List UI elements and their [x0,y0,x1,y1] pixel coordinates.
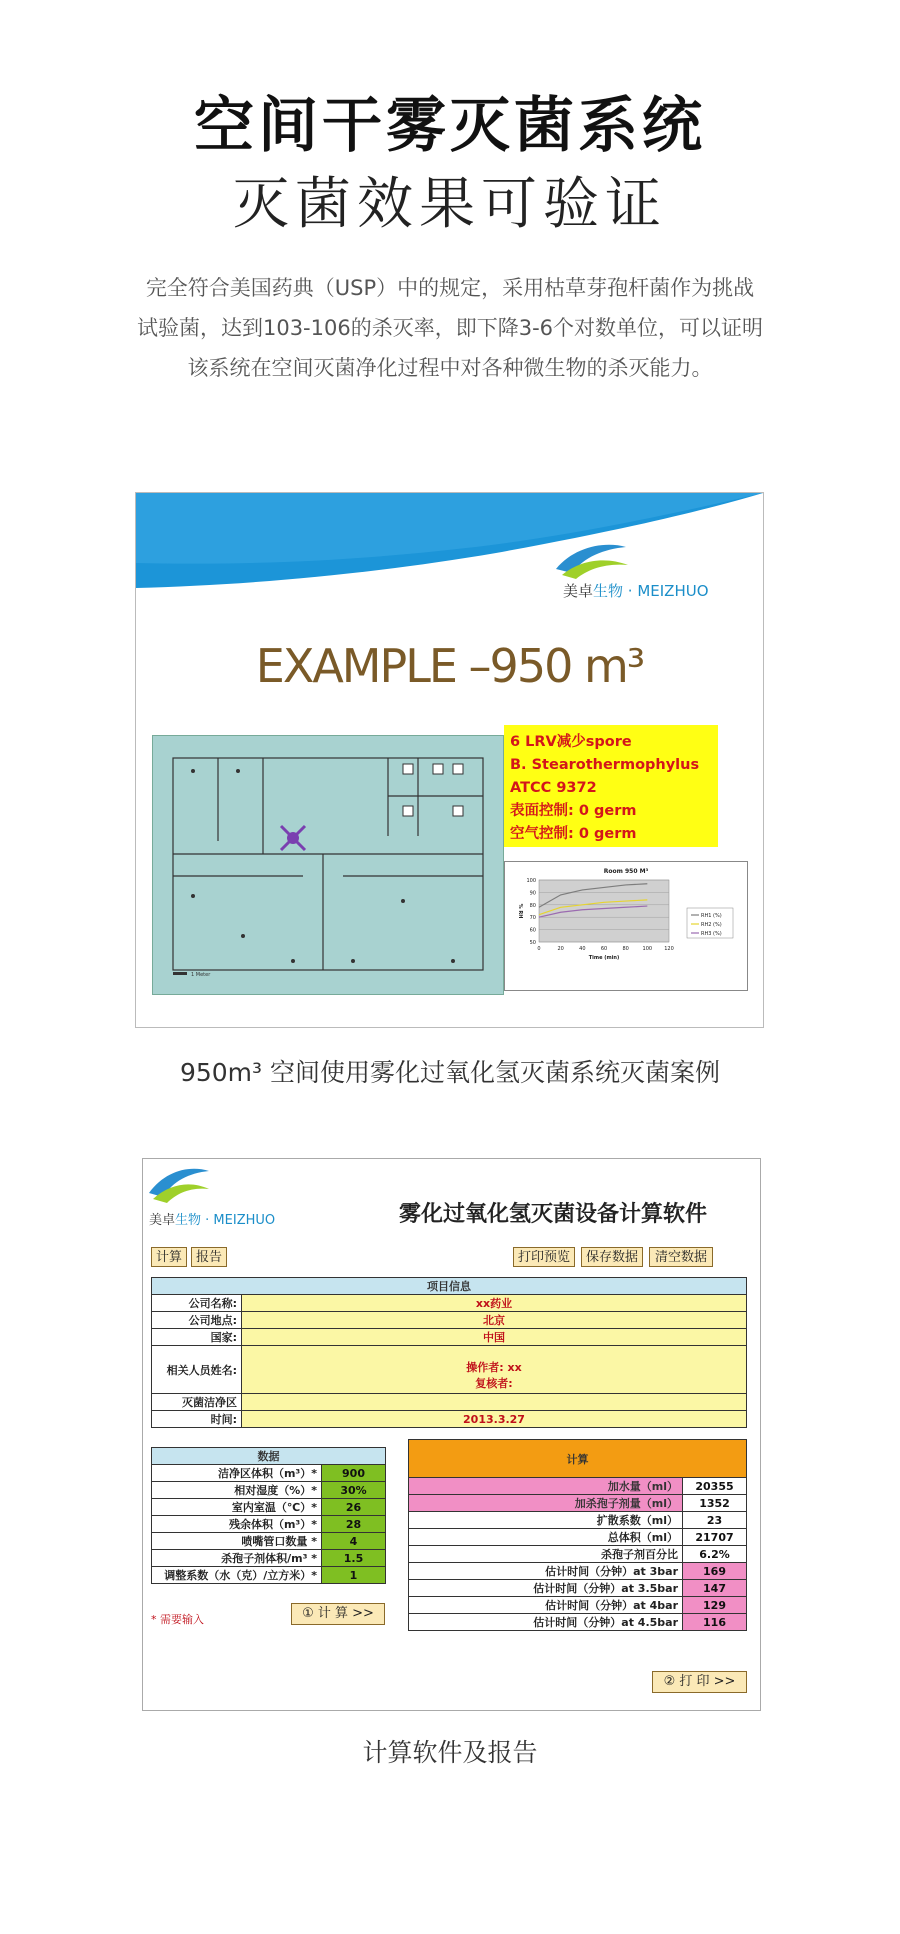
table-row: 杀孢子剂体积/m³ * 1.5 [152,1550,386,1567]
logo-text: 美卓生物 · MEIZHUO [149,1213,276,1228]
input-data-table [151,1447,386,1584]
required-note: * 需要输入 [151,1613,204,1626]
table-row: 灭菌洁净区 [152,1394,747,1411]
y-tick-label: 90 [529,890,536,897]
company-name-field[interactable]: xx药业 [242,1295,747,1312]
software-caption: 计算软件及报告 [362,1738,538,1767]
diffusion-value: 23 [683,1512,747,1529]
time-4-5bar-value: 116 [683,1614,747,1631]
x-tick-label: 60 [600,946,608,952]
volume-input[interactable]: 900 [322,1465,386,1482]
time-4bar-value: 129 [683,1597,747,1614]
date-field[interactable]: 2013.3.27 [242,1411,747,1428]
table-row: 洁净区体积（m³）* 900 [152,1465,386,1482]
table-row: 国家: 中国 [152,1329,747,1346]
project-info-header: 项目信息 [152,1278,747,1295]
floor-plan [152,735,504,995]
x-tick-label: 40 [579,946,586,952]
page-title: 空间干雾灭菌系统 [194,91,706,161]
company-location-field[interactable]: 北京 [242,1312,747,1329]
table-row: 扩散系数（ml） 23 [409,1512,747,1529]
table-row: 杀孢子剂百分比 6.2% [409,1546,747,1563]
print-preview-button[interactable]: 打印预览 [513,1247,575,1267]
sporicide-volume-input[interactable]: 1.5 [322,1550,386,1567]
fogger-icon [281,826,305,850]
table-row: 总体积（ml） 21707 [409,1529,747,1546]
software-title: 雾化过氧化氢灭菌设备计算软件 [399,1202,708,1227]
table-row: 相关人员姓名: 操作者: xx 复核者: [152,1346,747,1394]
description-line: 试验菌，达到103-106的杀灭率，即下降3-6个对数单位，可以证明 [136,316,764,340]
personnel-field[interactable]: 操作者: xx 复核者: [242,1346,747,1394]
clear-data-button[interactable]: 清空数据 [649,1247,713,1267]
floor-plan-drawing [153,736,503,994]
nozzle-count-input[interactable]: 4 [322,1533,386,1550]
table-row: 加水量（ml） 20355 [409,1478,747,1495]
y-axis-label: % RH [517,903,523,919]
sporicide-percent-value: 6.2% [683,1546,747,1563]
rh-chart [505,862,747,990]
table-row: 喷嘴管口数量 * 4 [152,1533,386,1550]
logo-text: 美卓生物 · MEIZHUO [563,582,709,600]
x-tick-label: 100 [642,946,653,952]
example-card [135,492,764,1028]
table-row: 时间: 2013.3.27 [152,1411,747,1428]
y-tick-label: 100 [526,878,536,884]
meizhuo-logo-icon [554,539,630,579]
country-field[interactable]: 中国 [242,1329,747,1346]
project-info-table [151,1277,747,1428]
info-line: 表面控制: 0 germ [510,803,637,819]
scale-legend: 1 Meter [191,972,211,978]
table-row: 估计时间（分钟）at 4.5bar 116 [409,1614,747,1631]
table-row: 估计时间（分钟）at 4bar 129 [409,1597,747,1614]
software-screenshot [142,1158,761,1711]
table-row: 残余体积（m³）* 28 [152,1516,386,1533]
temperature-input[interactable]: 26 [322,1499,386,1516]
plot-area [539,880,669,942]
calculate-tab-button[interactable]: 计算 [151,1247,187,1267]
x-tick-label: 120 [664,946,674,952]
save-data-button[interactable]: 保存数据 [581,1247,643,1267]
example-caption: 950m³ 空间使用雾化过氧化氢灭菌系统灭菌案例 [179,1058,721,1087]
chart-title: Room 950 M³ [603,868,649,875]
adjust-factor-input[interactable]: 1 [322,1567,386,1584]
table-row: 估计时间（分钟）at 3.5bar 147 [409,1580,747,1597]
table-row: 公司名称: xx药业 [152,1295,747,1312]
description-line: 该系统在空间灭菌净化过程中对各种微生物的杀灭能力。 [187,356,713,380]
print-button[interactable]: ② 打 印 >> [652,1671,747,1693]
meizhuo-logo-icon [147,1163,211,1203]
x-tick-label: 0 [537,946,541,952]
table-row: 公司地点: 北京 [152,1312,747,1329]
table-row: 相对湿度（%）* 30% [152,1482,386,1499]
total-volume-value: 21707 [683,1529,747,1546]
water-volume-value: 20355 [683,1478,747,1495]
x-tick-label: 80 [622,946,629,952]
humidity-input[interactable]: 30% [322,1482,386,1499]
y-tick-label: 70 [529,915,536,922]
table-row: 估计时间（分钟）at 3bar 169 [409,1563,747,1580]
residual-volume-input[interactable]: 28 [322,1516,386,1533]
info-line: 空气控制: 0 germ [510,826,637,842]
sterile-area-field[interactable] [242,1394,747,1411]
info-line: 6 LRV减少spore [510,734,632,750]
sporicide-amount-value: 1352 [683,1495,747,1512]
y-tick-label: 50 [529,940,536,946]
description-line: 完全符合美国药典（USP）中的规定，采用枯草芽孢杆菌作为挑战 [145,276,755,300]
calc-header: 计算 [409,1440,747,1478]
legend-label: RH2 (%) [701,922,722,928]
test-info-box [504,725,718,847]
page-subtitle: 灭菌效果可验证 [233,172,667,237]
table-row: 室内室温（℃）* 26 [152,1499,386,1516]
time-3bar-value: 169 [683,1563,747,1580]
report-tab-button[interactable]: 报告 [191,1247,227,1267]
calculate-button[interactable]: ① 计 算 >> [291,1603,385,1625]
x-tick-label: 20 [557,946,564,952]
y-tick-label: 80 [529,902,536,909]
description [130,268,770,388]
example-title: EXAMPLE –950 m³ [255,639,644,693]
calculation-table [408,1439,747,1631]
legend-label: RH3 (%) [701,931,722,937]
y-tick-label: 60 [529,927,536,934]
time-3-5bar-value: 147 [683,1580,747,1597]
x-axis-label: Time (min) [588,955,620,961]
data-header: 数据 [152,1448,386,1465]
table-row: 调整系数（水（克）/立方米）* 1 [152,1567,386,1584]
table-row: 加杀孢子剂量（ml） 1352 [409,1495,747,1512]
info-line: ATCC 9372 [510,780,597,796]
rh-chart-box [504,861,748,991]
legend-label: RH1 (%) [701,913,722,919]
info-line: B. Stearothermophylus [510,757,700,773]
